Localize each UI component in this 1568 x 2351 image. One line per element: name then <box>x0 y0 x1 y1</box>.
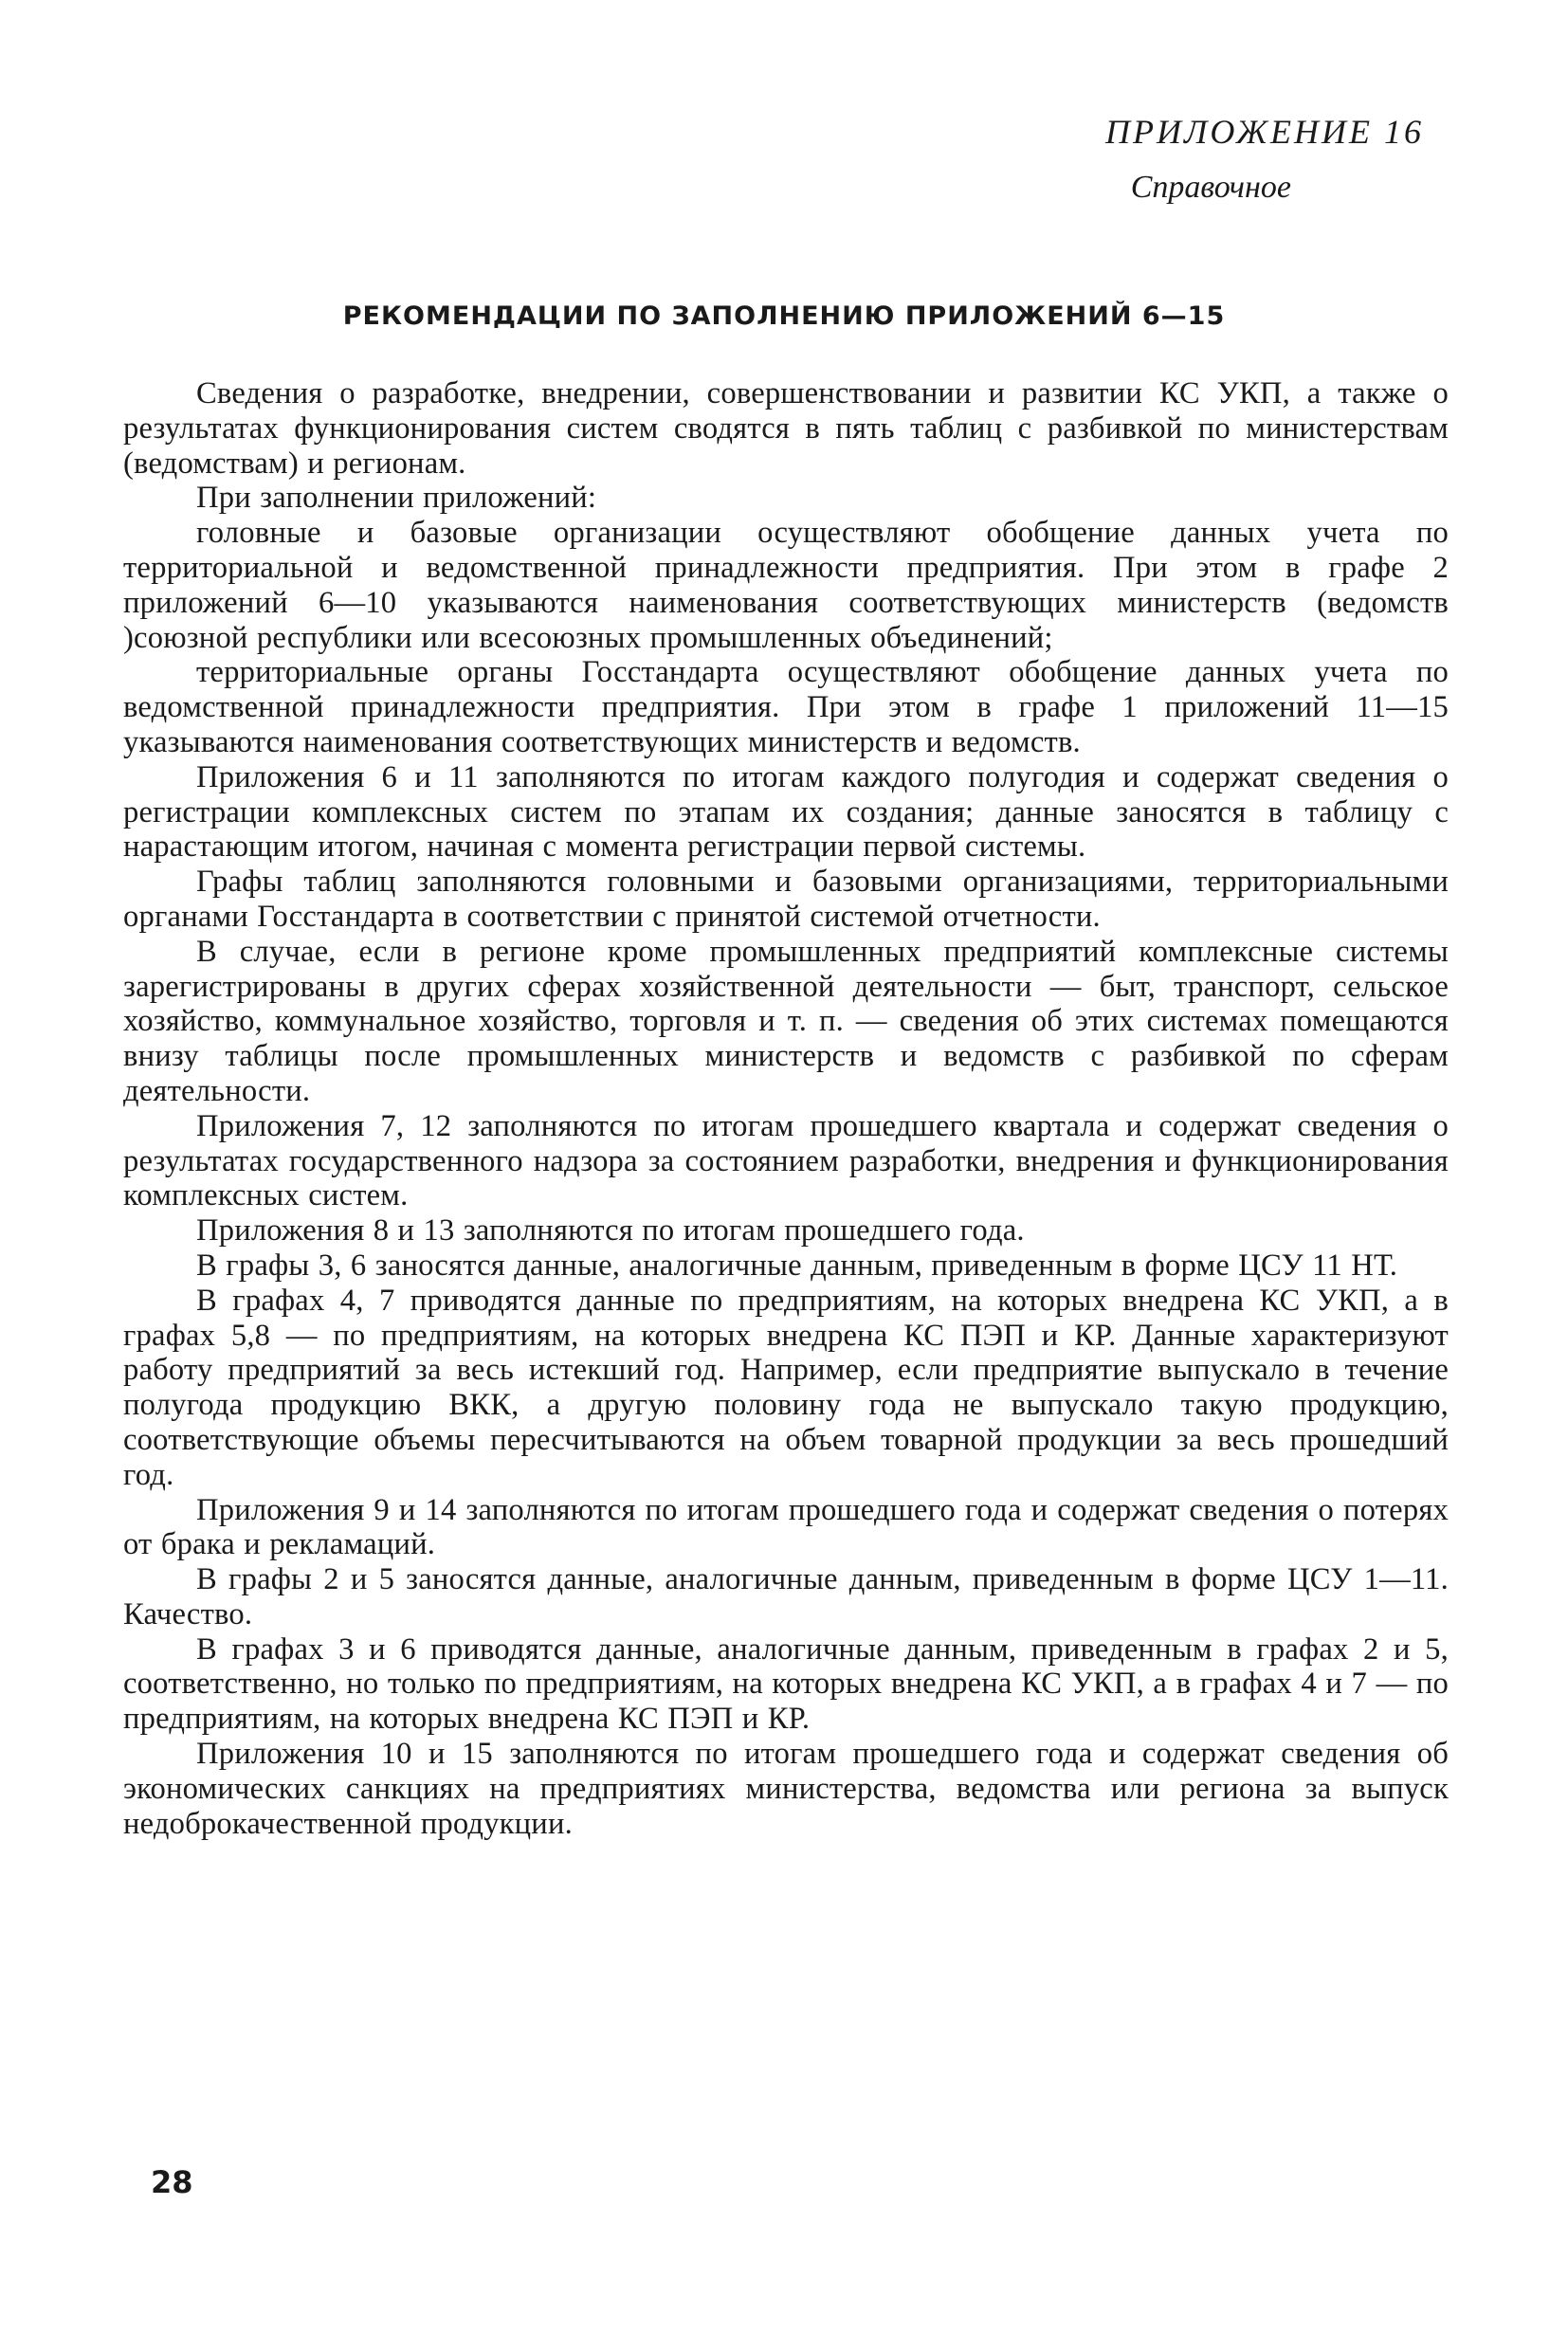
appendix-type: Справочное <box>1130 170 1291 205</box>
paragraph: Приложения 6 и 11 заполняются по итогам каждого полугодия и содержат сведения о регистрации комплексных систем по этапам их создания; данные заносятся в таблицу с нарастающим итогом, начиная с момента регистрации первой системы. <box>123 759 1449 865</box>
paragraph: В случае, если в регионе кроме промышленных предприятий комплексные системы зарегистрированы в других сферах хозяйственной деятельности — быт, транспорт, сельское хозяйство, коммунальное хозяйство, торговля и т. п. — сведения об этих системах помещаются внизу таблицы после промышленных министерств и ведомств с разбивкой по сферам деятельности. <box>123 934 1449 1108</box>
paragraph: Приложения 9 и 14 заполняются по итогам прошедшего года и содержат сведения о потерях от брака и рекламаций. <box>123 1492 1449 1562</box>
paragraph: В графы 2 и 5 заносятся данные, аналогичные данным, приведенным в форме ЦСУ 1—11. Качество. <box>123 1562 1449 1631</box>
paragraph: территориальные органы Госстандарта осуществляют обобщение данных учета по ведомственной принадлежности предприятия. При этом в графе 1 приложений 11—15 указываются наименования соответствующих министерств и ведомств. <box>123 655 1449 759</box>
paragraph: Приложения 10 и 15 заполняются по итогам прошедшего года и содержат сведения об экономических санкциях на предприятиях министерства, ведомства или региона за выпуск недоброкачественной продукции. <box>123 1737 1449 1841</box>
paragraph: Графы таблиц заполняются головными и базовыми организациями, территориальными органами Госстандарта в соответствии с принятой системой отчетности. <box>123 865 1449 934</box>
document-title: РЕКОМЕНДАЦИИ ПО ЗАПОЛНЕНИЮ ПРИЛОЖЕНИЙ 6—15 <box>342 301 1226 331</box>
paragraph: В графах 3 и 6 приводятся данные, аналогичные данным, приведенным в графах 2 и 5, соответственно, но только по предприятиям, на которых внедрена КС УКП, а в графах 4 и 7 — по предприятиям, на которых внедрена КС ПЭП и КР. <box>123 1631 1449 1737</box>
body-text <box>123 376 1449 1841</box>
paragraph: головные и базовые организации осуществляют обобщение данных учета по территориальной и ведомственной принадлежности предприятия. При этом в графе 2 приложений 6—10 указываются наименования соответствующих министерств (ведомств )союзной республики или всесоюзных промышленных объединений; <box>123 516 1449 655</box>
paragraph: В графы 3, 6 заносятся данные, аналогичные данным, приведенным в форме ЦСУ 11 НТ. <box>196 1248 1398 1283</box>
paragraph: В графах 4, 7 приводятся данные по предприятиям, на которых внедрена КС УКП, а в графах 5,8 — по предприятиям, на которых внедрена КС ПЭП и КР. Данные характеризуют работу предприятий за весь истекший год. Например, если предприятие выпускало в течение полугода продукцию ВКК, а другую половину года не выпускало такую продукцию, соответствующие объемы пересчитываются на объем товарной продукции за весь прошедший год. <box>123 1283 1449 1492</box>
page-number: 28 <box>151 2164 193 2200</box>
appendix-label: ПРИЛОЖЕНИЕ 16 <box>1105 113 1424 151</box>
paragraph: При заполнении приложений: <box>196 481 597 516</box>
paragraph: Сведения о разработке, внедрении, совершенствовании и развитии КС УКП, а также о результатах функционирования систем сводятся в пять таблиц с разбивкой по министерствам (ведомствам) и регионам. <box>123 376 1449 481</box>
paragraph: Приложения 7, 12 заполняются по итогам прошедшего квартала и содержат сведения о результатах государственного надзора за состоянием разработки, внедрения и функционирования комплексных систем. <box>123 1108 1449 1213</box>
paragraph: Приложения 8 и 13 заполняются по итогам прошедшего года. <box>196 1213 1025 1248</box>
